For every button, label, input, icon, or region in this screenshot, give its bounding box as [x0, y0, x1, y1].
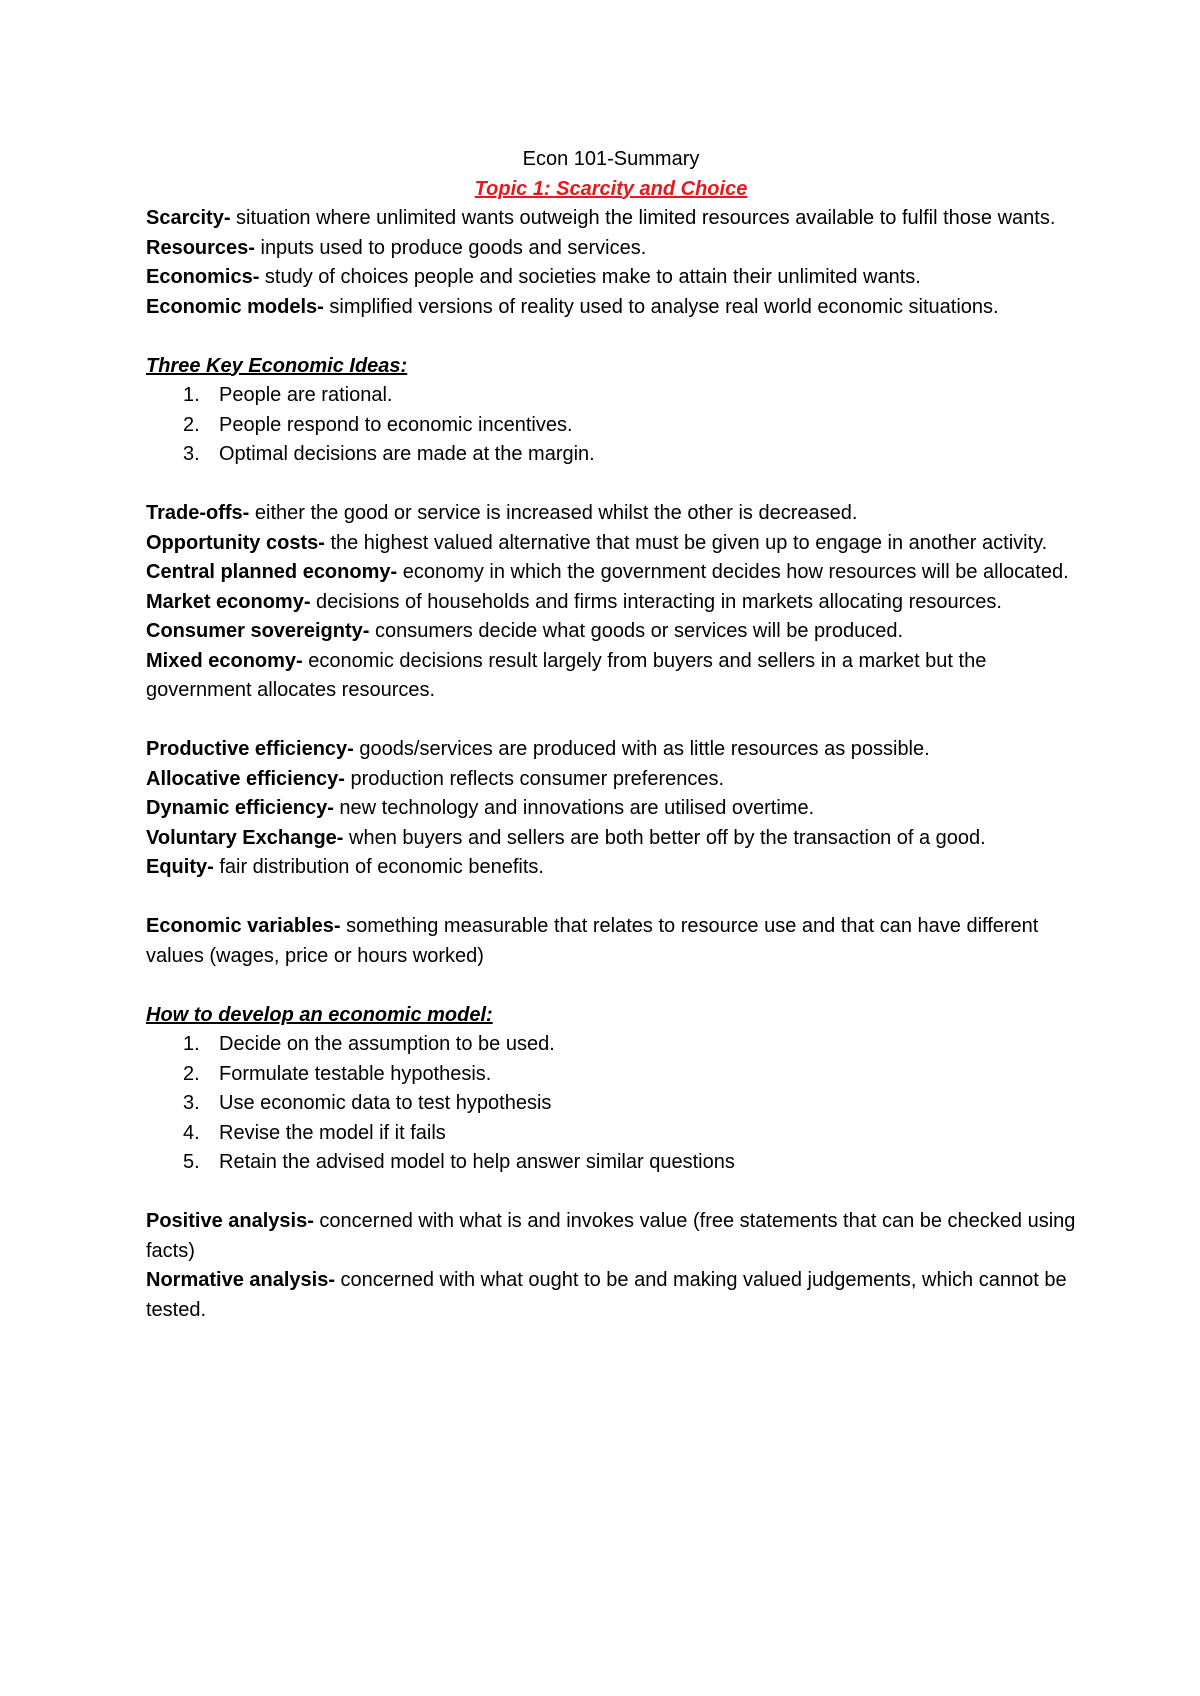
- term: Opportunity costs-: [146, 531, 325, 554]
- list-item-text: People are rational.: [219, 384, 393, 406]
- term: Voluntary Exchange-: [146, 826, 344, 849]
- list-number: 1.: [183, 384, 200, 406]
- list-item-text: Optimal decisions are made at the margin.: [219, 443, 595, 465]
- definition-economic-variables: [146, 912, 1076, 971]
- definition-text: inputs used to produce goods and services.: [254, 236, 647, 259]
- list-item: [146, 1119, 1076, 1149]
- term: Normative analysis-: [146, 1269, 335, 1291]
- term: Scarcity-: [146, 207, 231, 229]
- term: Economic models-: [146, 295, 324, 318]
- definition-text: study of choices people and societies make to attain their unlimited wants.: [259, 266, 921, 288]
- definition-text: either the good or service is increased whilst the other is decreased.: [249, 502, 858, 524]
- definition-text: consumers decide what goods or services will be produced.: [369, 620, 903, 642]
- list-item: [146, 1060, 1076, 1090]
- term: Productive efficiency-: [146, 738, 354, 760]
- list-number: 1.: [183, 1033, 200, 1055]
- definition-text: goods/services are produced with as little resources as possible.: [353, 738, 930, 760]
- definition-opportunity-costs: [146, 529, 1076, 559]
- list-number: 5.: [183, 1151, 200, 1173]
- term: Mixed economy-: [146, 649, 303, 672]
- definition-resources: [146, 234, 1076, 264]
- definition-text: decisions of households and firms interacting in markets allocating resources.: [310, 590, 1002, 613]
- term: Resources-: [146, 236, 255, 259]
- definition-text: something measurable that relates to resource use and that can have different values (wages, price or hours worked): [146, 915, 1039, 967]
- list-item-text: Retain the advised model to help answer similar questions: [219, 1151, 735, 1173]
- term: Positive analysis-: [146, 1210, 314, 1232]
- term: Allocative efficiency-: [146, 767, 345, 790]
- document-body: [146, 145, 1076, 1325]
- list-number: 3.: [183, 1092, 200, 1114]
- definition-equity: [146, 853, 1076, 883]
- list-item: [146, 1148, 1076, 1178]
- key-ideas-heading: Three Key Economic Ideas:: [146, 354, 408, 377]
- definition-economic-models: [146, 293, 1076, 323]
- definition-voluntary-exchange: [146, 824, 1076, 854]
- definition-consumer-sovereignty: [146, 617, 1076, 647]
- term: Economic variables-: [146, 915, 341, 937]
- definition-allocative-efficiency: [146, 765, 1076, 795]
- definition-text: concerned with what is and invokes value (free statements that can be checked using facts): [146, 1210, 1076, 1262]
- list-item-text: People respond to economic incentives.: [219, 413, 573, 436]
- term: Dynamic efficiency-: [146, 797, 334, 819]
- document-title: Econ 101-Summary: [522, 148, 700, 170]
- term: Trade-offs-: [146, 502, 250, 524]
- term: Equity-: [146, 856, 214, 878]
- definition-mixed-economy: [146, 647, 1076, 706]
- list-number: 2.: [183, 1062, 200, 1085]
- list-item: [146, 1030, 1076, 1060]
- term: Central planned economy-: [146, 561, 398, 583]
- list-item-text: Use economic data to test hypothesis: [219, 1092, 552, 1114]
- list-number: 3.: [183, 443, 200, 465]
- definition-text: when buyers and sellers are both better off by the transaction of a good.: [343, 826, 986, 849]
- list-item: [146, 1089, 1076, 1119]
- term: Market economy-: [146, 590, 311, 613]
- definition-text: situation where unlimited wants outweigh the limited resources available to fulfil those wants.: [230, 207, 1056, 229]
- list-number: 2.: [183, 413, 200, 436]
- list-item-text: Decide on the assumption to be used.: [219, 1033, 555, 1055]
- definition-text: new technology and innovations are utilised overtime.: [333, 797, 815, 819]
- definition-text: fair distribution of economic benefits.: [213, 856, 544, 878]
- definition-productive-efficiency: [146, 735, 1076, 765]
- definition-text: concerned with what ought to be and making valued judgements, which cannot be tested.: [146, 1269, 1067, 1321]
- definition-text: the highest valued alternative that must be given up to engage in another activity.: [324, 531, 1048, 554]
- definition-normative-analysis: [146, 1266, 1076, 1325]
- term: Consumer sovereignty-: [146, 620, 370, 642]
- definition-text: simplified versions of reality used to analyse real world economic situations.: [323, 295, 999, 318]
- definition-scarcity: [146, 204, 1076, 234]
- topic-heading: Topic 1: Scarcity and Choice: [474, 177, 748, 200]
- list-number: 4.: [183, 1121, 200, 1144]
- list-item-text: Revise the model if it fails: [219, 1121, 446, 1144]
- definition-dynamic-efficiency: [146, 794, 1076, 824]
- list-item: [146, 381, 1076, 411]
- term: Economics-: [146, 266, 260, 288]
- definition-central-planned-economy: [146, 558, 1076, 588]
- definition-text: economic decisions result largely from buyers and sellers in a market but the government allocates resources.: [146, 649, 987, 701]
- model-steps-list: [146, 1030, 1076, 1178]
- key-ideas-list: [146, 381, 1076, 470]
- list-item: [146, 411, 1076, 441]
- definition-trade-offs: [146, 499, 1076, 529]
- definition-economics: [146, 263, 1076, 293]
- definition-market-economy: [146, 588, 1076, 618]
- definition-text: economy in which the government decides how resources will be allocated.: [397, 561, 1069, 583]
- definition-positive-analysis: [146, 1207, 1076, 1266]
- model-steps-heading: How to develop an economic model:: [146, 1003, 493, 1026]
- definition-text: production reflects consumer preferences.: [344, 767, 725, 790]
- list-item: [146, 440, 1076, 470]
- list-item-text: Formulate testable hypothesis.: [219, 1062, 492, 1085]
